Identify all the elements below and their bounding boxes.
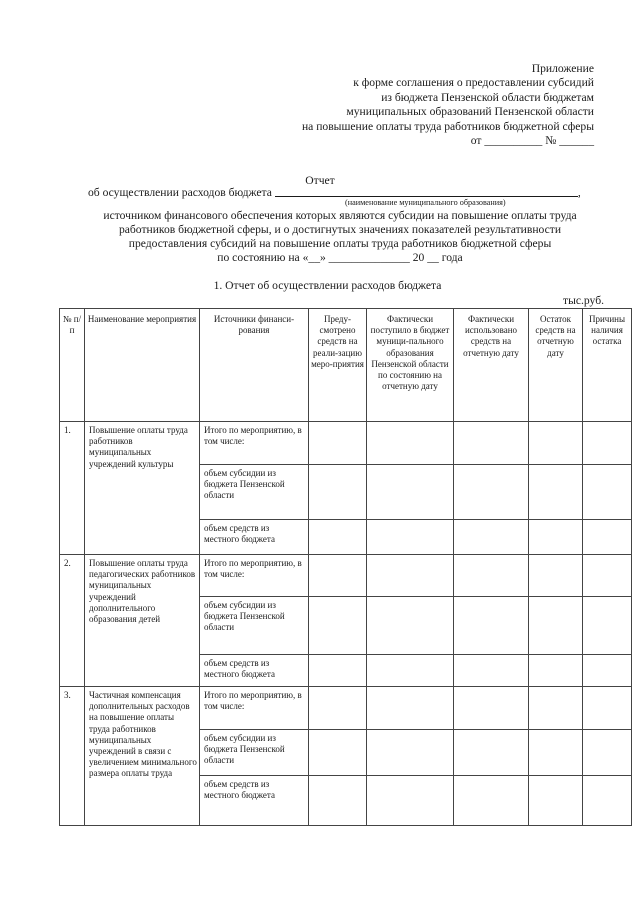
received-cell[interactable] (367, 597, 454, 655)
source-total: Итого по мероприятию, в том числе: (200, 687, 309, 730)
table-row (60, 555, 632, 597)
municipality-blank (275, 196, 578, 197)
source-local-budget: объем средств из местного бюджета (200, 520, 309, 555)
reason-cell[interactable] (583, 555, 632, 597)
report-date-line: по состоянию на «__» ______________ 20 __ года (217, 251, 463, 264)
balance-cell[interactable] (529, 776, 583, 826)
header-sources: Источники финанси-рования (200, 309, 309, 422)
balance-cell[interactable] (529, 520, 583, 555)
planned-cell[interactable] (309, 687, 367, 730)
used-cell[interactable] (454, 465, 529, 520)
table-header-row (60, 309, 632, 422)
header-balance-reasons: Причины наличия остатка (583, 309, 632, 422)
report-description-line: источником финансового обеспечения которых являются субсидии на повышение оплаты труда (103, 209, 577, 222)
reason-cell[interactable] (583, 776, 632, 826)
used-cell[interactable] (454, 776, 529, 826)
row-number: 1. (60, 422, 85, 555)
header-planned: Преду-смотрено средств на реали-зацию меро-приятия (309, 309, 367, 422)
reason-cell[interactable] (583, 597, 632, 655)
activity-name: Частичная компенсация дополнительных расходов на повышение оплаты труда работников муниципальных учреждений в связи с увеличением минимального размера оплаты труда (85, 687, 200, 826)
balance-cell[interactable] (529, 730, 583, 776)
used-cell[interactable] (454, 555, 529, 597)
appendix-date-number: от __________ № ______ (470, 134, 594, 148)
header-number: № п/п (60, 309, 85, 422)
planned-cell[interactable] (309, 776, 367, 826)
planned-cell[interactable] (309, 655, 367, 687)
balance-cell[interactable] (529, 687, 583, 730)
table-row (60, 687, 632, 730)
expense-report-table (59, 308, 632, 826)
report-subject-line (88, 186, 581, 199)
source-local-budget: объем средств из местного бюджета (200, 776, 309, 826)
header-activity: Наименование мероприятия (85, 309, 200, 422)
activity-name: Повышение оплаты труда педагогических работников муниципальных учреждений дополнительного образования детей (85, 555, 200, 687)
reason-cell[interactable] (583, 730, 632, 776)
used-cell[interactable] (454, 730, 529, 776)
used-cell[interactable] (454, 422, 529, 465)
appendix-header (194, 62, 594, 148)
balance-cell[interactable] (529, 555, 583, 597)
appendix-line: на повышение оплаты труда работников бюджетной сферы (301, 119, 594, 133)
section-title: 1. Отчет об осуществлении расходов бюджета (213, 279, 442, 292)
report-description-line: работников бюджетной сферы, и о достигнутых значениях показателей результативности (118, 223, 562, 236)
used-cell[interactable] (454, 597, 529, 655)
planned-cell[interactable] (309, 422, 367, 465)
appendix-line: Приложение (531, 62, 594, 75)
appendix-line: из бюджета Пензенской области бюджетам (381, 90, 594, 104)
municipality-caption: (наименование муниципального образования) (345, 198, 506, 207)
row-number: 3. (60, 687, 85, 826)
source-local-budget: объем средств из местного бюджета (200, 655, 309, 687)
appendix-line: к форме соглашения о предоставлении субсидий (353, 76, 594, 90)
received-cell[interactable] (367, 465, 454, 520)
activity-name: Повышение оплаты труда работников муниципальных учреждений культуры (85, 422, 200, 555)
reason-cell[interactable] (583, 520, 632, 555)
received-cell[interactable] (367, 555, 454, 597)
balance-cell[interactable] (529, 655, 583, 687)
balance-cell[interactable] (529, 597, 583, 655)
received-cell[interactable] (367, 520, 454, 555)
received-cell[interactable] (367, 422, 454, 465)
balance-cell[interactable] (529, 422, 583, 465)
reason-cell[interactable] (583, 422, 632, 465)
planned-cell[interactable] (309, 597, 367, 655)
report-subject-text: об осуществлении расходов бюджета (88, 186, 272, 199)
used-cell[interactable] (454, 687, 529, 730)
table-row (60, 422, 632, 465)
report-description-line: предоставления субсидий на повышение оплаты труда работников бюджетной сферы (128, 237, 552, 250)
header-received: Фактически поступило в бюджет муници-пального образования Пензенской области по состоянию на отчетную дату (367, 309, 454, 422)
received-cell[interactable] (367, 776, 454, 826)
report-title: Отчет (305, 174, 335, 187)
received-cell[interactable] (367, 655, 454, 687)
source-total: Итого по мероприятию, в том числе: (200, 422, 309, 465)
reason-cell[interactable] (583, 687, 632, 730)
received-cell[interactable] (367, 730, 454, 776)
received-cell[interactable] (367, 687, 454, 730)
source-regional-subsidy: объем субсидии из бюджета Пензенской области (200, 597, 309, 655)
planned-cell[interactable] (309, 465, 367, 520)
units-label: тыс.руб. (563, 294, 604, 307)
used-cell[interactable] (454, 520, 529, 555)
row-number: 2. (60, 555, 85, 687)
balance-cell[interactable] (529, 465, 583, 520)
appendix-line: муниципальных образований Пензенской области (346, 105, 594, 119)
planned-cell[interactable] (309, 520, 367, 555)
source-regional-subsidy: объем субсидии из бюджета Пензенской области (200, 730, 309, 776)
report-subject-comma: , (577, 186, 581, 199)
used-cell[interactable] (454, 655, 529, 687)
reason-cell[interactable] (583, 655, 632, 687)
header-balance: Остаток средств на отчетную дату (529, 309, 583, 422)
report-description (60, 209, 620, 265)
planned-cell[interactable] (309, 555, 367, 597)
reason-cell[interactable] (583, 465, 632, 520)
source-regional-subsidy: объем субсидии из бюджета Пензенской области (200, 465, 309, 520)
planned-cell[interactable] (309, 730, 367, 776)
source-total: Итого по мероприятию, в том числе: (200, 555, 309, 597)
header-used: Фактически использовано средств на отчетную дату (454, 309, 529, 422)
